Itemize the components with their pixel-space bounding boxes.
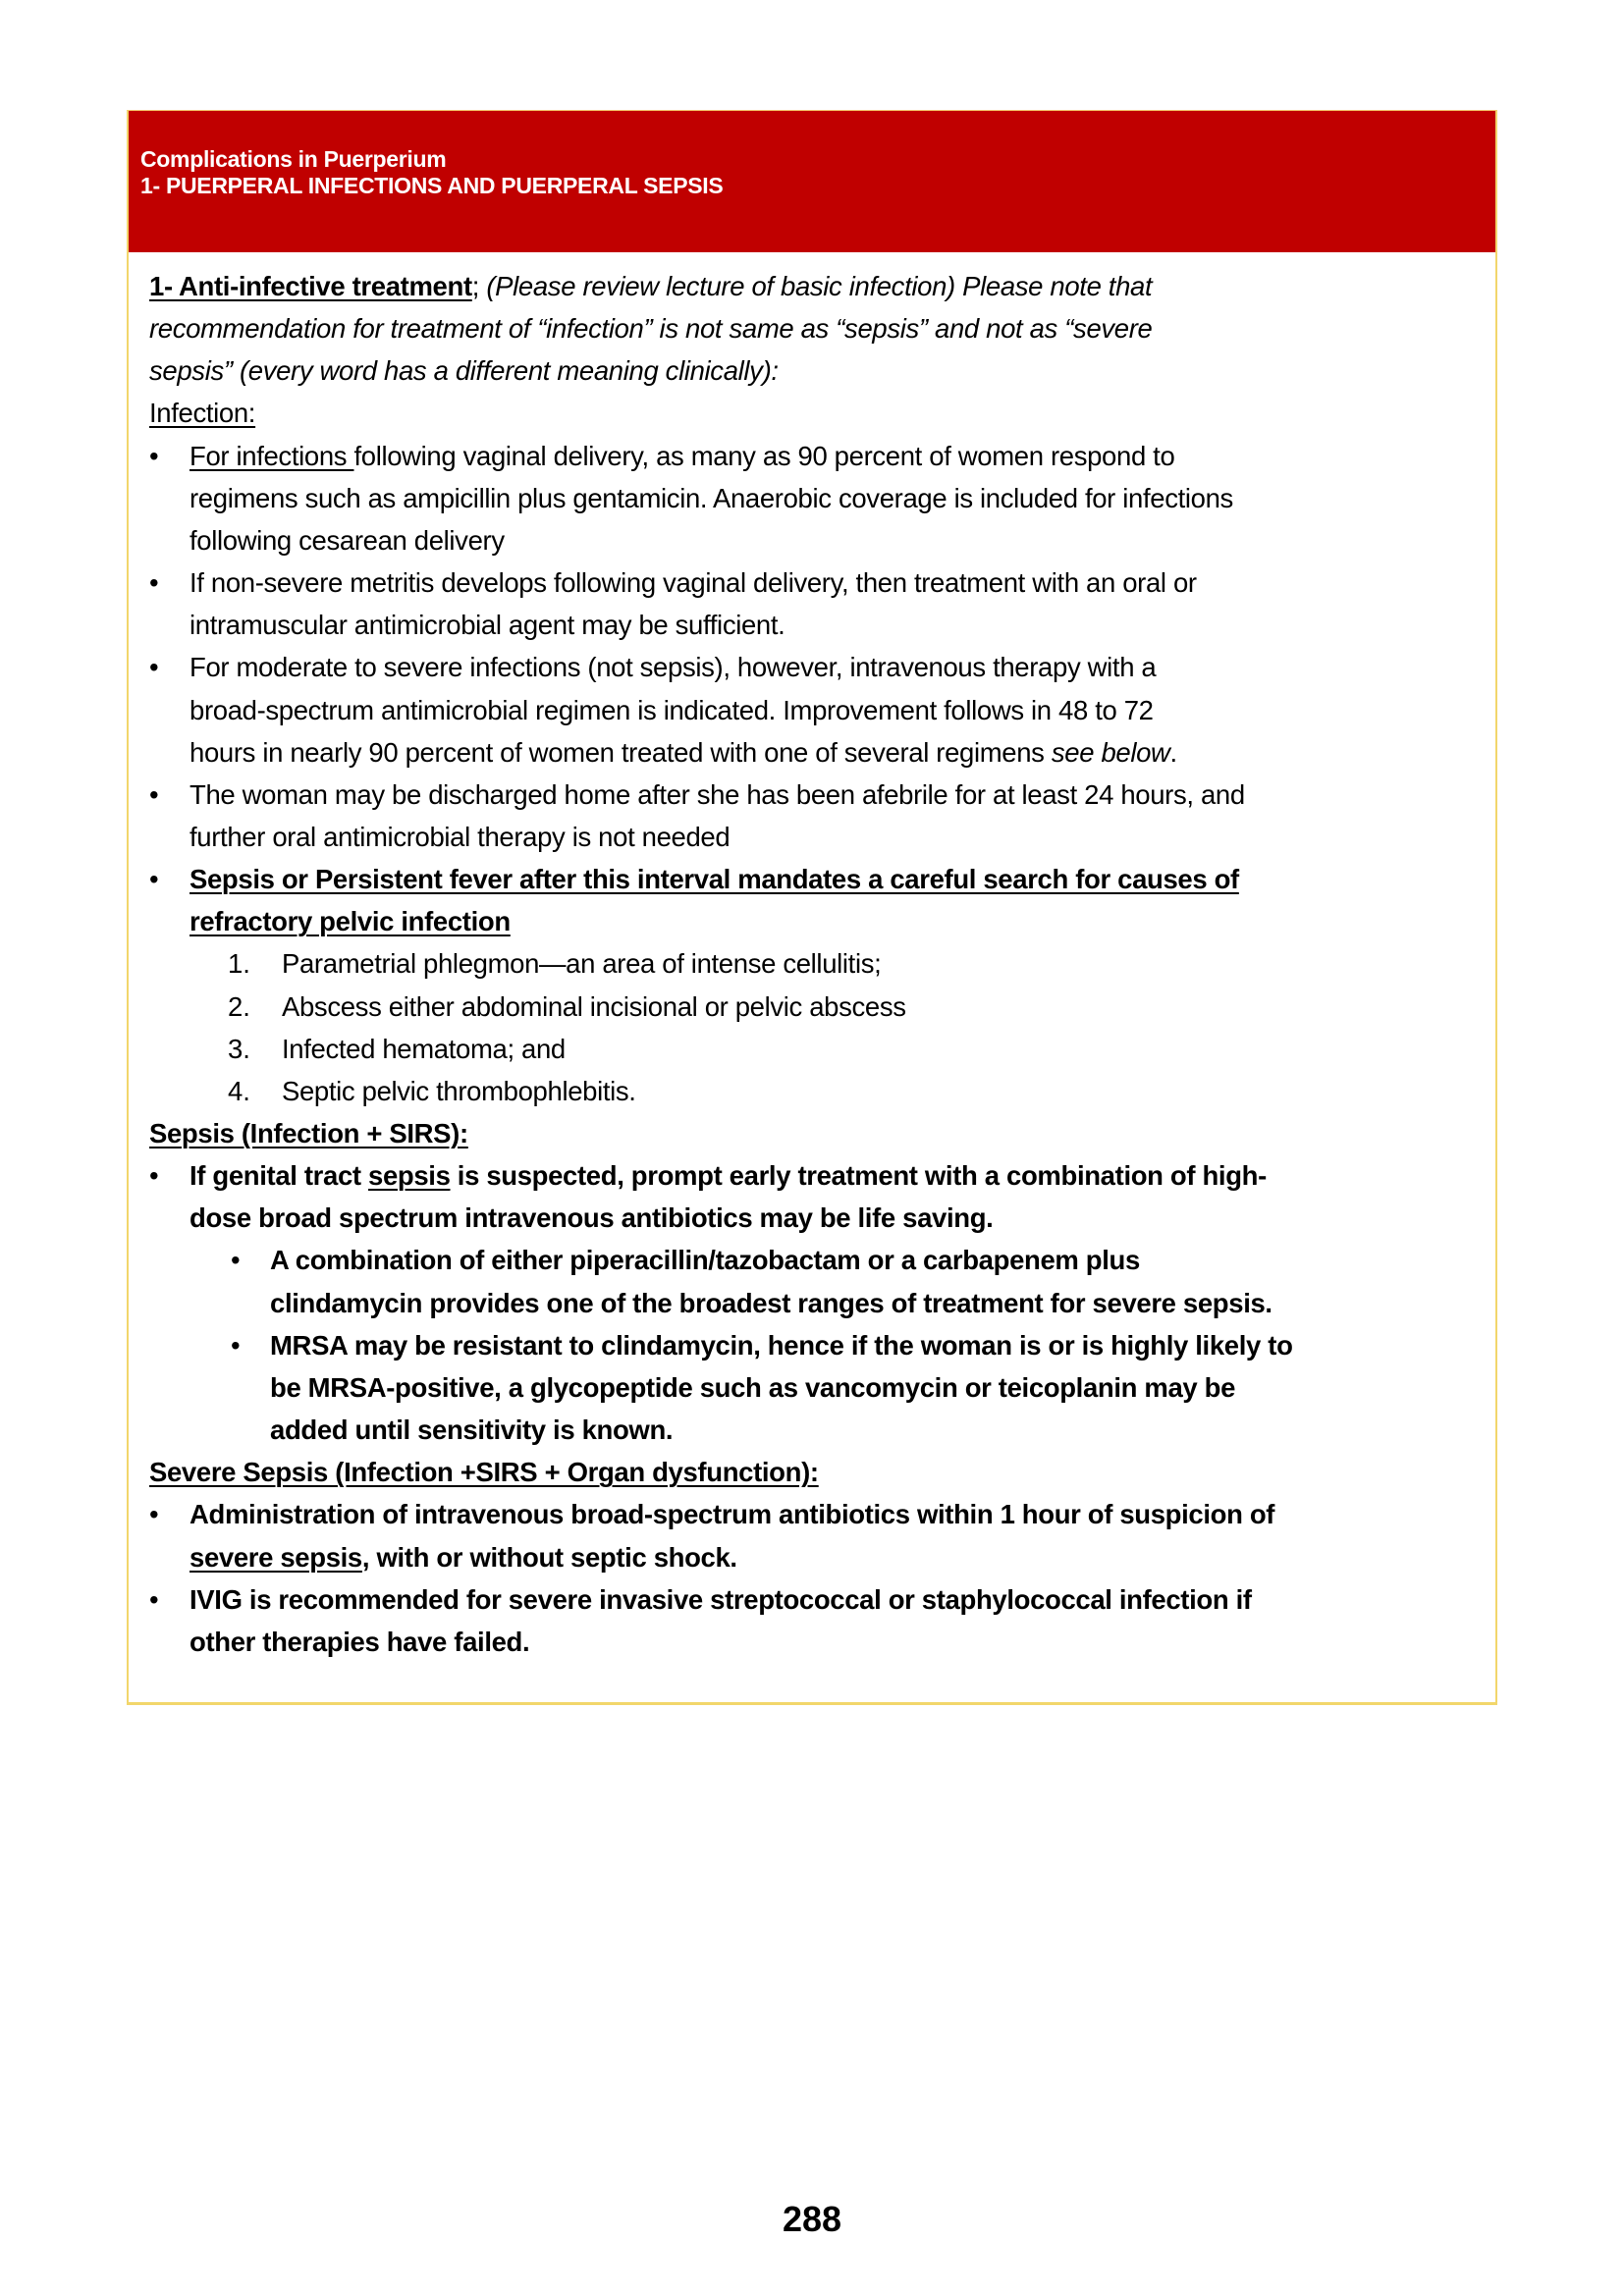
text-segment: recommendation for treatment of “infection” is not same as “sepsis” and not as “severe	[149, 313, 1153, 345]
header-subtitle: 1- PUERPERAL INFECTIONS AND PUERPERAL SEPSIS	[140, 173, 724, 198]
text-line	[189, 866, 1239, 893]
text-line	[189, 821, 731, 852]
text-line	[189, 1162, 1267, 1190]
text-line	[149, 400, 255, 427]
text-line	[189, 612, 785, 639]
bullet-icon: •	[149, 778, 159, 810]
text-segment: further oral antimicrobial therapy is not needed	[189, 821, 731, 852]
text-line	[149, 1459, 819, 1486]
text-line	[282, 990, 906, 1022]
text-segment: Abscess either abdominal incisional or pelvic abscess	[282, 990, 906, 1022]
content-box	[127, 110, 1497, 1705]
list-number: 2.	[228, 990, 250, 1022]
text-segment: clindamycin provides one of the broadest ranges of treatment for severe sepsis.	[270, 1287, 1272, 1318]
text-segment: For moderate to severe infections (not sepsis), however, intravenous therapy with a	[189, 652, 1157, 683]
text-segment: refractory pelvic infection	[189, 906, 511, 937]
text-segment: Infection:	[149, 398, 256, 429]
text-line	[282, 950, 881, 978]
text-segment: Sepsis (Infection + SIRS):	[149, 1118, 468, 1148]
text-line	[189, 908, 511, 935]
bullet-icon: •	[149, 1499, 159, 1530]
text-line	[282, 1033, 566, 1064]
bullet-icon: •	[149, 1583, 159, 1615]
page-number: 288	[782, 2199, 842, 2239]
section-body	[129, 111, 1495, 1702]
text-line	[189, 694, 1154, 725]
text-segment: following vaginal delivery, as many as 90 percent of women respond to	[353, 440, 1175, 471]
text-segment: If non-severe metritis develops following vaginal delivery, then treatment with an oral or	[189, 567, 1197, 599]
text-segment: Septic pelvic thrombophlebitis.	[282, 1075, 636, 1106]
text-line	[189, 1583, 1252, 1615]
text-segment: intramuscular antimicrobial agent may be sufficient.	[189, 610, 785, 641]
text-line	[149, 273, 1152, 300]
bullet-icon: •	[149, 652, 159, 683]
text-segment: other therapies have failed.	[189, 1626, 530, 1657]
text-line	[189, 778, 1245, 810]
text-line	[270, 1416, 673, 1444]
text-segment: 1- Anti-infective treatment	[149, 271, 472, 301]
text-line	[189, 736, 1177, 768]
text-segment: A combination of either piperacillin/tazobactam or a carbapenem plus	[270, 1245, 1140, 1276]
text-segment: see below	[1051, 736, 1170, 768]
list-number: 4.	[228, 1075, 250, 1106]
text-line	[149, 357, 779, 385]
text-segment: If genital tract	[189, 1160, 368, 1192]
text-line	[189, 654, 1156, 681]
text-line	[270, 1247, 1140, 1274]
text-segment: Infected hematoma; and	[282, 1033, 566, 1064]
text-line	[149, 1120, 468, 1148]
text-segment: following cesarean delivery	[189, 524, 505, 556]
text-segment: For infections	[189, 440, 354, 471]
text-segment: broad-spectrum antimicrobial regimen is indicated. Improvement follows in 48 to 72	[189, 694, 1154, 725]
text-segment: sepsis” (every word has a different meaning clinically):	[149, 355, 779, 387]
text-segment: severe sepsis	[189, 1541, 362, 1573]
text-segment: , with or without septic shock.	[361, 1541, 737, 1573]
text-segment: Parametrial phlegmon—an area of intense cellulitis;	[282, 948, 882, 980]
text-segment: regimens such as ampicillin plus gentamicin. Anaerobic coverage is included for infections	[189, 482, 1233, 513]
text-line	[270, 1287, 1272, 1318]
bullet-icon: •	[231, 1329, 241, 1361]
text-segment: (Please review lecture of basic infection) Please note that	[486, 271, 1153, 301]
text-line	[149, 315, 1152, 343]
text-line	[189, 1204, 993, 1232]
text-line	[189, 1501, 1274, 1528]
text-line	[189, 482, 1233, 513]
text-line	[270, 1329, 1293, 1361]
text-segment: added until sensitivity is known.	[270, 1415, 674, 1446]
text-segment: dose broad spectrum intravenous antibiotics may be life saving.	[189, 1202, 994, 1234]
text-segment: The woman may be discharged home after she has been afebrile for at least 24 hours, and	[189, 778, 1245, 810]
text-segment: MRSA may be resistant to clindamycin, hence if the woman is or is highly likely to	[270, 1329, 1293, 1361]
text-segment: hours in nearly 90 percent of women treated with one of several regimens	[189, 736, 1052, 768]
text-segment: Administration of intravenous broad-spectrum antibiotics within 1 hour of suspicion of	[189, 1499, 1275, 1530]
bullet-icon: •	[149, 1160, 159, 1192]
text-segment: is suspected, prompt early treatment with a combination of high-	[450, 1160, 1267, 1192]
header-title: Complications in Puerperium	[140, 146, 447, 172]
bullet-icon: •	[149, 440, 159, 471]
text-line	[189, 569, 1197, 597]
text-segment: IVIG is recommended for severe invasive streptococcal or staphylococcal infection if	[189, 1583, 1252, 1615]
text-line	[270, 1371, 1236, 1403]
text-segment: Severe Sepsis (Infection +SIRS + Organ dysfunction):	[149, 1457, 819, 1488]
text-segment: sepsis	[368, 1160, 451, 1192]
text-line	[282, 1075, 636, 1106]
text-segment: be MRSA-positive, a glycopeptide such as vancomycin or teicoplanin may be	[270, 1371, 1236, 1403]
bullet-icon: •	[149, 864, 159, 895]
bullet-icon: •	[149, 567, 159, 599]
list-number: 3.	[228, 1033, 250, 1064]
text-segment: .	[1169, 736, 1177, 768]
bullet-icon: •	[231, 1245, 241, 1276]
list-number: 1.	[228, 948, 250, 980]
text-line	[189, 1541, 737, 1573]
text-segment: ;	[471, 271, 487, 301]
text-line	[189, 440, 1175, 471]
text-segment: Sepsis or Persistent fever after this interval mandates a careful search for causes of	[189, 864, 1239, 895]
text-line	[189, 524, 505, 556]
text-line	[189, 1626, 530, 1657]
